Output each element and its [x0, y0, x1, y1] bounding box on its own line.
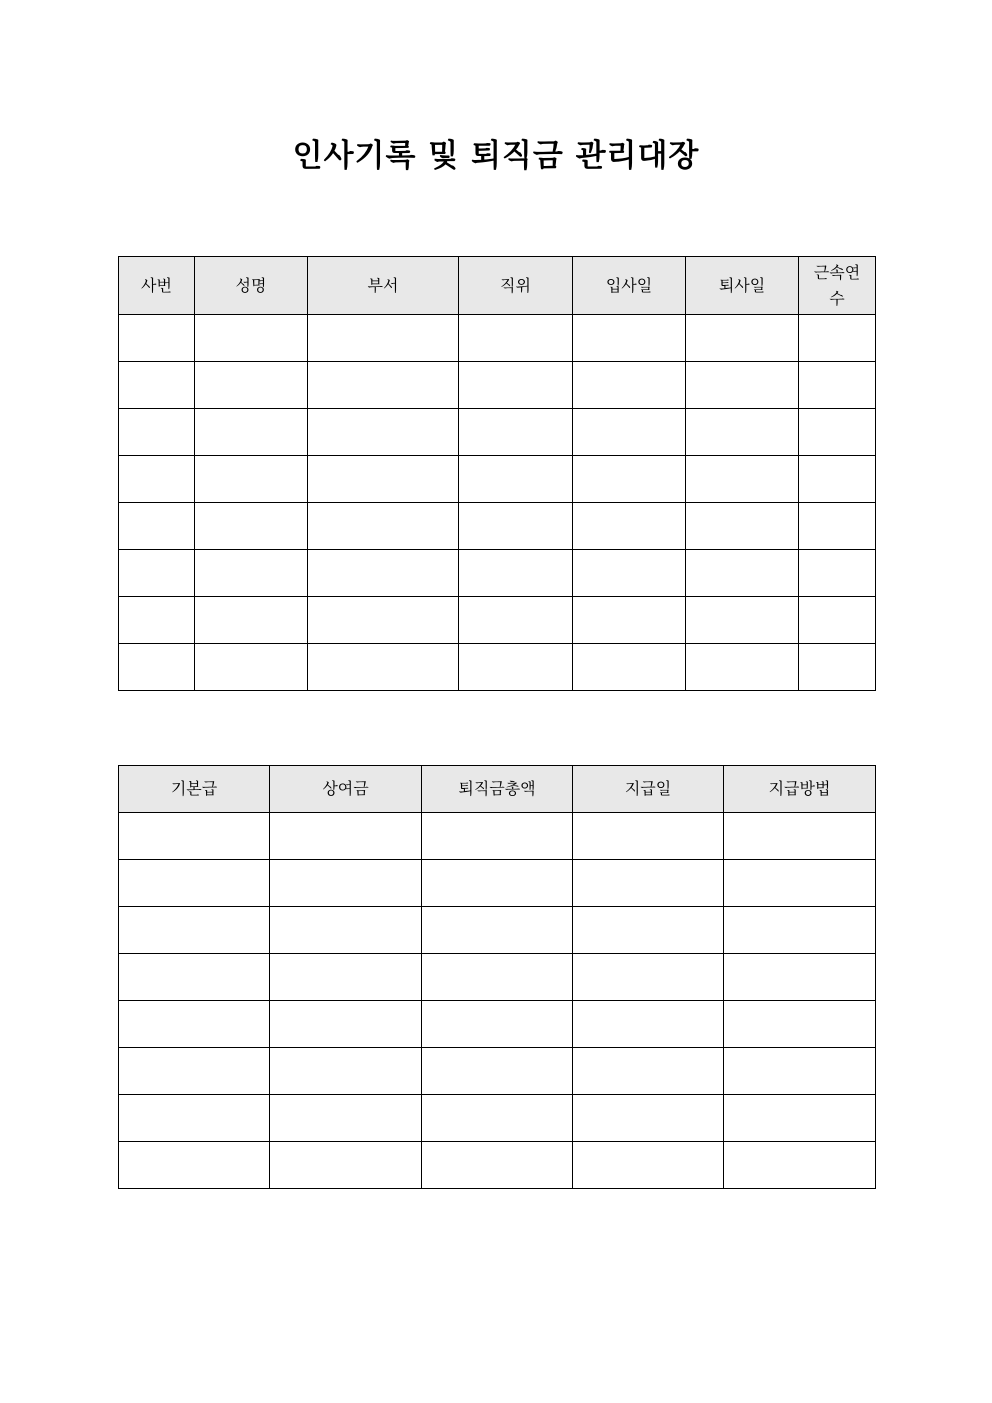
- table-cell[interactable]: [270, 1001, 422, 1048]
- table-cell[interactable]: [573, 813, 724, 860]
- table-row: [119, 362, 876, 409]
- table-cell[interactable]: [195, 644, 308, 691]
- table-cell[interactable]: [119, 1001, 270, 1048]
- table-row: [119, 550, 876, 597]
- table-cell[interactable]: [573, 597, 686, 644]
- table-cell[interactable]: [195, 550, 308, 597]
- table-cell[interactable]: [459, 503, 573, 550]
- header-years-of-service-line-1: 근속연: [813, 262, 861, 282]
- table-cell[interactable]: [270, 813, 422, 860]
- table-cell[interactable]: [119, 954, 270, 1001]
- header-severance-total: 퇴직금총액: [422, 766, 573, 813]
- table-cell[interactable]: [459, 362, 573, 409]
- table-cell[interactable]: [459, 456, 573, 503]
- table-cell[interactable]: [573, 362, 686, 409]
- table-cell[interactable]: [195, 456, 308, 503]
- header-employee-id: 사번: [119, 257, 195, 315]
- table-cell[interactable]: [573, 456, 686, 503]
- header-bonus: 상여금: [270, 766, 422, 813]
- header-base-salary: 기본급: [119, 766, 270, 813]
- table-cell[interactable]: [422, 860, 573, 907]
- table-cell[interactable]: [119, 409, 195, 456]
- header-department: 부서: [308, 257, 459, 315]
- table-cell[interactable]: [422, 1048, 573, 1095]
- table-cell[interactable]: [686, 550, 799, 597]
- table-cell[interactable]: [459, 409, 573, 456]
- table-cell[interactable]: [119, 503, 195, 550]
- table-cell[interactable]: [573, 315, 686, 362]
- table-row: [119, 860, 876, 907]
- table-cell[interactable]: [119, 860, 270, 907]
- header-position: 직위: [459, 257, 573, 315]
- table-cell[interactable]: [195, 362, 308, 409]
- header-resignation-date: 퇴사일: [686, 257, 799, 315]
- table-cell[interactable]: [573, 409, 686, 456]
- table-cell[interactable]: [119, 907, 270, 954]
- table-cell[interactable]: [459, 315, 573, 362]
- table-header-row: [119, 257, 876, 315]
- table-cell[interactable]: [686, 362, 799, 409]
- table-cell[interactable]: [195, 503, 308, 550]
- table-cell[interactable]: [459, 597, 573, 644]
- table-cell[interactable]: [724, 1095, 876, 1142]
- table-cell[interactable]: [724, 1142, 876, 1189]
- table-cell[interactable]: [119, 456, 195, 503]
- table-cell[interactable]: [422, 1142, 573, 1189]
- table-cell[interactable]: [308, 315, 459, 362]
- table-row: [119, 456, 876, 503]
- table-row: [119, 1142, 876, 1189]
- page-title: 인사기록 및 퇴직금 관리대장: [292, 138, 700, 174]
- header-years-of-service-line-2: 수: [829, 288, 845, 308]
- header-payment-method: 지급방법: [724, 766, 876, 813]
- table-cell[interactable]: [119, 813, 270, 860]
- table-cell[interactable]: [459, 644, 573, 691]
- table-cell[interactable]: [724, 1048, 876, 1095]
- table-cell[interactable]: [573, 644, 686, 691]
- table-cell[interactable]: [573, 954, 724, 1001]
- table-cell[interactable]: [195, 597, 308, 644]
- table-cell[interactable]: [119, 1095, 270, 1142]
- table-cell[interactable]: [799, 362, 876, 409]
- table-cell[interactable]: [724, 954, 876, 1001]
- table-cell[interactable]: [686, 409, 799, 456]
- table-cell[interactable]: [195, 409, 308, 456]
- table-cell[interactable]: [270, 954, 422, 1001]
- table-cell[interactable]: [308, 503, 459, 550]
- table-cell[interactable]: [686, 456, 799, 503]
- personnel-record-table: [118, 256, 876, 691]
- table-cell[interactable]: [422, 1001, 573, 1048]
- table-cell[interactable]: [686, 644, 799, 691]
- table-cell[interactable]: [270, 907, 422, 954]
- table-cell[interactable]: [799, 315, 876, 362]
- table-cell[interactable]: [195, 315, 308, 362]
- table-row: [119, 597, 876, 644]
- table-cell[interactable]: [270, 1142, 422, 1189]
- table-cell[interactable]: [799, 550, 876, 597]
- table-row: [119, 315, 876, 362]
- header-payment-date: 지급일: [573, 766, 724, 813]
- table-cell[interactable]: [422, 954, 573, 1001]
- table-cell[interactable]: [724, 860, 876, 907]
- table-cell[interactable]: [422, 1095, 573, 1142]
- table-cell[interactable]: [686, 503, 799, 550]
- table-cell[interactable]: [573, 550, 686, 597]
- table-cell[interactable]: [119, 362, 195, 409]
- table-cell[interactable]: [799, 503, 876, 550]
- table-cell[interactable]: [459, 550, 573, 597]
- table-cell[interactable]: [724, 1001, 876, 1048]
- table-cell[interactable]: [270, 1048, 422, 1095]
- table-cell[interactable]: [308, 644, 459, 691]
- table-cell[interactable]: [573, 1142, 724, 1189]
- severance-pay-table: [118, 765, 876, 1189]
- table-cell[interactable]: [686, 597, 799, 644]
- table-cell[interactable]: [119, 1048, 270, 1095]
- table-row: [119, 813, 876, 860]
- table-cell[interactable]: [686, 315, 799, 362]
- table-row: [119, 409, 876, 456]
- table-cell[interactable]: [270, 1095, 422, 1142]
- table-cell[interactable]: [270, 860, 422, 907]
- table-cell[interactable]: [799, 409, 876, 456]
- table-cell[interactable]: [422, 813, 573, 860]
- table-cell[interactable]: [573, 503, 686, 550]
- table-row: [119, 907, 876, 954]
- table-row: [119, 503, 876, 550]
- table-cell[interactable]: [724, 907, 876, 954]
- table-cell[interactable]: [799, 597, 876, 644]
- table-cell[interactable]: [422, 907, 573, 954]
- table-row: [119, 954, 876, 1001]
- header-name: 성명: [195, 257, 308, 315]
- header-hire-date: 입사일: [573, 257, 686, 315]
- table-header-row: [119, 766, 876, 813]
- table-cell[interactable]: [119, 597, 195, 644]
- table-cell[interactable]: [119, 1142, 270, 1189]
- table-cell[interactable]: [573, 1001, 724, 1048]
- table-cell[interactable]: [308, 409, 459, 456]
- table-cell[interactable]: [119, 644, 195, 691]
- table-cell[interactable]: [724, 813, 876, 860]
- table-cell[interactable]: [799, 456, 876, 503]
- table-cell[interactable]: [119, 550, 195, 597]
- table-cell[interactable]: [573, 1048, 724, 1095]
- table-cell[interactable]: [119, 315, 195, 362]
- table-cell[interactable]: [799, 644, 876, 691]
- table-cell[interactable]: [573, 1095, 724, 1142]
- table-cell[interactable]: [308, 362, 459, 409]
- table-row: [119, 644, 876, 691]
- table-row: [119, 1001, 876, 1048]
- table-cell[interactable]: [308, 456, 459, 503]
- table-cell[interactable]: [573, 907, 724, 954]
- header-years-of-service: [799, 257, 876, 315]
- table-cell[interactable]: [308, 597, 459, 644]
- table-cell[interactable]: [573, 860, 724, 907]
- table-row: [119, 1095, 876, 1142]
- table-row: [119, 1048, 876, 1095]
- table-cell[interactable]: [308, 550, 459, 597]
